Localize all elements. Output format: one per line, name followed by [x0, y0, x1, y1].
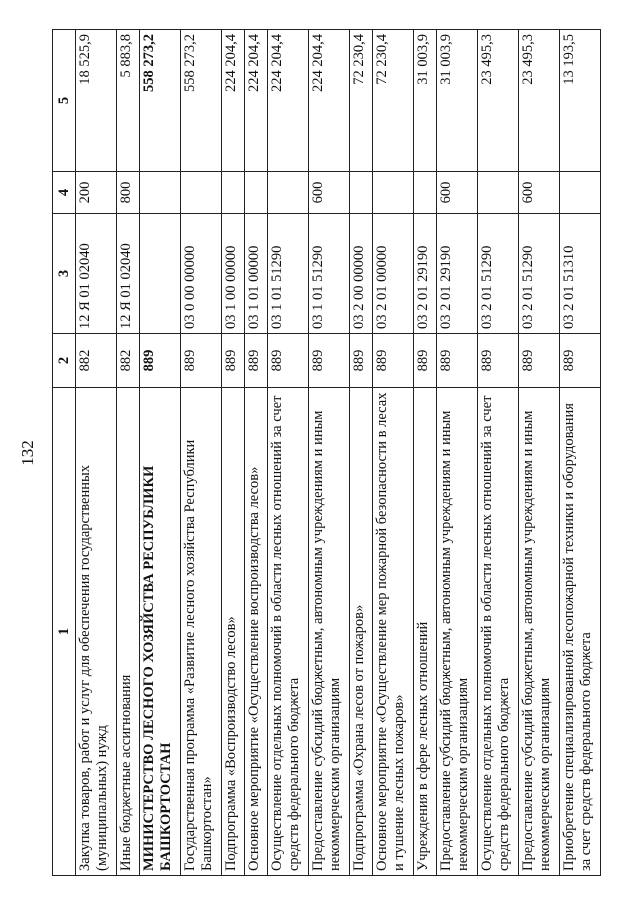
table-header-row [53, 30, 76, 876]
cell-expense-type [245, 172, 268, 214]
table-row [350, 30, 373, 876]
cell-amount: 224 204,4 [268, 30, 309, 172]
table-row [414, 30, 437, 876]
cell-amount: 224 204,4 [309, 30, 350, 172]
cell-target-article: 03 2 01 51310 [560, 214, 601, 334]
cell-expense-type: 800 [117, 172, 140, 214]
cell-expense-type: 600 [309, 172, 350, 214]
table-row [117, 30, 140, 876]
cell-name: Предоставление субсидий бюджетным, автономным учреждениям и иным некоммерческим организациям [519, 388, 560, 876]
table-row [222, 30, 245, 876]
cell-expense-type [181, 172, 222, 214]
cell-name: Иные бюджетные ассигнования [117, 388, 140, 876]
cell-amount: 72 230,4 [350, 30, 373, 172]
table-row [140, 30, 181, 876]
page-number: 132 [18, 440, 37, 466]
cell-name: Государственная программа «Развитие лесного хозяйства Республики Башкортостан» [181, 388, 222, 876]
cell-name: Закупка товаров, работ и услуг для обеспечения государственных (муниципальных) нужд [76, 388, 117, 876]
cell-name: Основное мероприятие «Осуществление мер пожарной безопасности в лесах и тушение лесных пожаров» [373, 388, 414, 876]
cell-ministry-code: 882 [76, 334, 117, 388]
cell-expense-type [373, 172, 414, 214]
header-col-1: 1 [53, 388, 76, 876]
cell-ministry-code: 889 [222, 334, 245, 388]
cell-name: Подпрограмма «Воспроизводство лесов» [222, 388, 245, 876]
cell-expense-type [560, 172, 601, 214]
cell-ministry-code: 889 [519, 334, 560, 388]
cell-expense-type [268, 172, 309, 214]
cell-expense-type [140, 172, 181, 214]
cell-amount: 23 495,3 [519, 30, 560, 172]
cell-expense-type [478, 172, 519, 214]
cell-ministry-code: 889 [437, 334, 478, 388]
cell-amount: 5 883,8 [117, 30, 140, 172]
cell-target-article: 03 2 01 29190 [414, 214, 437, 334]
cell-amount: 31 003,9 [437, 30, 478, 172]
cell-ministry-code: 889 [373, 334, 414, 388]
cell-amount: 224 204,4 [245, 30, 268, 172]
cell-expense-type [222, 172, 245, 214]
header-col-3: 3 [53, 214, 76, 334]
cell-amount: 18 525,9 [76, 30, 117, 172]
cell-target-article: 03 2 01 29190 [437, 214, 478, 334]
header-col-5: 5 [53, 30, 76, 172]
table-row [181, 30, 222, 876]
table-row [560, 30, 601, 876]
table-row [76, 30, 117, 876]
cell-expense-type: 200 [76, 172, 117, 214]
cell-ministry-code: 889 [560, 334, 601, 388]
cell-name: Предоставление субсидий бюджетным, автономным учреждениям и иным некоммерческим организациям [309, 388, 350, 876]
cell-ministry-code: 889 [414, 334, 437, 388]
cell-name: Осуществление отдельных полномочий в области лесных отношений за счет средств федерального бюджета [478, 388, 519, 876]
cell-target-article: 03 1 01 51290 [309, 214, 350, 334]
cell-target-article: 03 1 00 00000 [222, 214, 245, 334]
cell-ministry-code: 889 [140, 334, 181, 388]
cell-target-article [140, 214, 181, 334]
cell-name: Подпрограмма «Охрана лесов от пожаров» [350, 388, 373, 876]
cell-name: МИНИСТЕРСТВО ЛЕСНОГО ХОЗЯЙСТВА РЕСПУБЛИКИ БАШКОРТОСТАН [140, 388, 181, 876]
header-col-4: 4 [53, 172, 76, 214]
cell-target-article: 03 2 00 00000 [350, 214, 373, 334]
cell-amount: 13 193,5 [560, 30, 601, 172]
cell-target-article: 03 1 01 51290 [268, 214, 309, 334]
cell-amount: 558 273,2 [181, 30, 222, 172]
budget-table [52, 29, 601, 876]
cell-amount: 72 230,4 [373, 30, 414, 172]
header-col-2: 2 [53, 334, 76, 388]
table-row [268, 30, 309, 876]
cell-target-article: 03 2 01 51290 [519, 214, 560, 334]
cell-amount: 31 003,9 [414, 30, 437, 172]
cell-name: Основное мероприятие «Осуществление воспроизводства лесов» [245, 388, 268, 876]
budget-table-container [52, 30, 592, 876]
cell-target-article: 03 2 01 51290 [478, 214, 519, 334]
table-row [478, 30, 519, 876]
cell-ministry-code: 889 [350, 334, 373, 388]
cell-expense-type: 600 [519, 172, 560, 214]
cell-target-article: 03 2 01 00000 [373, 214, 414, 334]
cell-ministry-code: 889 [268, 334, 309, 388]
table-row [309, 30, 350, 876]
cell-ministry-code: 889 [309, 334, 350, 388]
cell-name: Предоставление субсидий бюджетным, автономным учреждениям и иным некоммерческим организациям [437, 388, 478, 876]
table-row [437, 30, 478, 876]
cell-expense-type [350, 172, 373, 214]
cell-ministry-code: 882 [117, 334, 140, 388]
cell-amount: 23 495,3 [478, 30, 519, 172]
cell-ministry-code: 889 [245, 334, 268, 388]
cell-ministry-code: 889 [478, 334, 519, 388]
cell-target-article: 03 1 01 00000 [245, 214, 268, 334]
cell-amount: 224 204,4 [222, 30, 245, 172]
cell-name: Приобретение специализированной лесопожарной техники и оборудования за счет средств федерального бюджета [560, 388, 601, 876]
cell-name: Осуществление отдельных полномочий в области лесных отношений за счет средств федерального бюджета [268, 388, 309, 876]
cell-expense-type [414, 172, 437, 214]
cell-name: Учреждения в сфере лесных отношений [414, 388, 437, 876]
cell-target-article: 12 Я 01 02040 [76, 214, 117, 334]
table-row [519, 30, 560, 876]
cell-expense-type: 600 [437, 172, 478, 214]
cell-target-article: 12 Я 01 02040 [117, 214, 140, 334]
cell-amount: 558 273,2 [140, 30, 181, 172]
cell-ministry-code: 889 [181, 334, 222, 388]
table-row [245, 30, 268, 876]
table-row [373, 30, 414, 876]
cell-target-article: 03 0 00 00000 [181, 214, 222, 334]
